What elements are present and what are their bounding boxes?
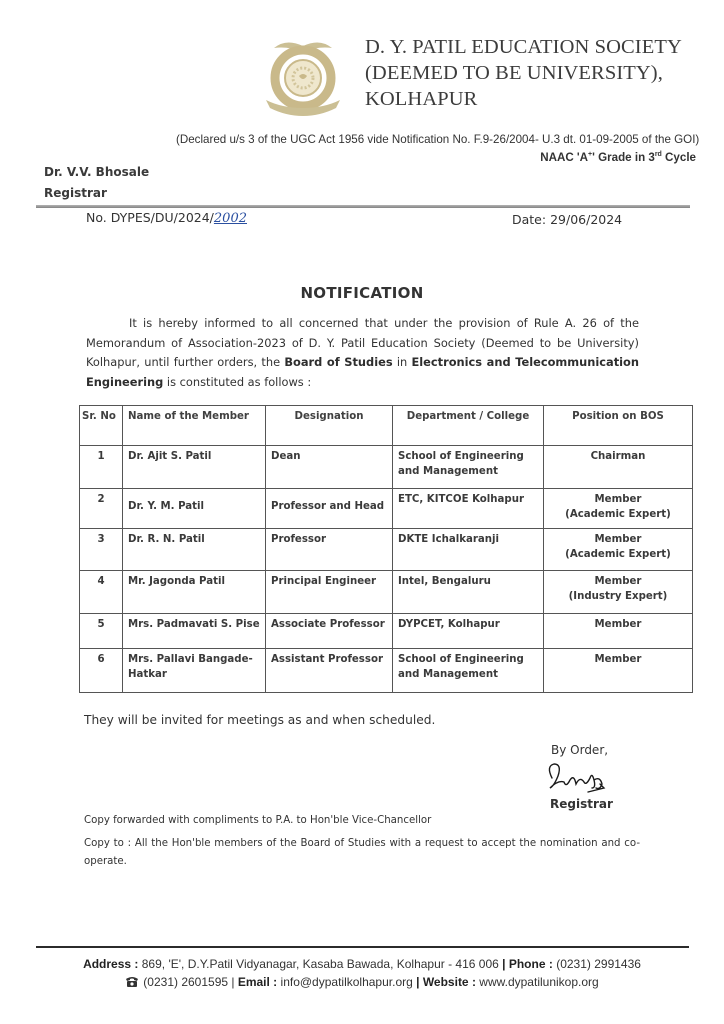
- naac-suffix: Cycle: [661, 151, 696, 164]
- cell-sr: 3: [80, 529, 123, 571]
- position-sub: (Academic Expert): [565, 549, 671, 560]
- address-value: 869, 'E', D.Y.Patil Vidyanagar, Kasaba Bawada, Kolhapur - 416 006: [138, 957, 503, 971]
- separator: |: [502, 957, 506, 971]
- cell-designation: Assistant Professor: [266, 649, 393, 693]
- header-name: Name of the Member: [123, 406, 266, 446]
- cell-name: Dr. Ajit S. Patil: [123, 446, 266, 489]
- address-label: Address :: [83, 957, 139, 971]
- cell-department: DKTE Ichalkaranji: [393, 529, 544, 571]
- sender-title: Registrar: [44, 186, 107, 200]
- cell-position: [544, 446, 693, 489]
- position-main: Chairman: [590, 451, 646, 462]
- position-main: Member: [594, 619, 642, 630]
- table-row: [80, 614, 693, 649]
- date-label: Date:: [512, 212, 547, 227]
- cell-name: Mrs. Padmavati S. Pise: [123, 614, 266, 649]
- website-label: Website :: [419, 975, 476, 989]
- notification-intro: [86, 314, 639, 392]
- header-sr-no: Sr. No: [80, 406, 123, 446]
- email-label: Email :: [234, 975, 278, 989]
- position-main: Member: [594, 494, 642, 505]
- ugc-declaration: (Declared u/s 3 of the UGC Act 1956 vide Notification No. F.9-26/2004- U.3 dt. 01-09-2005 of the GOI): [176, 133, 700, 146]
- document-date: [512, 212, 622, 227]
- intro-text-3: is constituted as follows :: [163, 374, 312, 389]
- position-sub: (Industry Expert): [568, 591, 668, 602]
- table-row: [80, 489, 693, 529]
- footer-divider: [36, 946, 689, 948]
- cell-designation: Professor: [266, 529, 393, 571]
- copy-to: Copy to : All the Hon'ble members of the Board of Studies with a request to accept the nomination and co-operate.: [84, 838, 640, 867]
- cell-name: Mrs. Pallavi Bangade-Hatkar: [123, 649, 266, 693]
- footer-address-line: [0, 957, 724, 971]
- org-line-2: (DEEMED TO BE UNIVERSITY),: [365, 62, 663, 84]
- naac-mid: ' Grade in 3: [592, 151, 655, 164]
- position-main: Member: [594, 654, 642, 665]
- cell-sr: 1: [80, 446, 123, 489]
- table-header-row: [80, 406, 693, 446]
- header-designation: Designation: [266, 406, 393, 446]
- position-main: Member: [594, 534, 642, 545]
- copy-forwarded: Copy forwarded with compliments to P.A. to Hon'ble Vice-Chancellor: [84, 815, 432, 826]
- cell-department: School of Engineering and Management: [393, 649, 544, 693]
- phone-value: (0231) 2991436: [552, 957, 641, 971]
- university-seal-icon: [262, 34, 344, 120]
- signatory-title: Registrar: [550, 797, 613, 811]
- org-line-1: D. Y. PATIL EDUCATION SOCIETY: [365, 36, 682, 58]
- board-members-table: [79, 405, 693, 693]
- by-order-label: By Order,: [551, 743, 609, 757]
- telephone-icon: [125, 976, 139, 987]
- cell-sr: 4: [80, 571, 123, 614]
- naac-grade: [540, 151, 696, 164]
- website-value[interactable]: www.dypatilunikop.org: [475, 975, 599, 989]
- cell-name: Mr. Jagonda Patil: [123, 571, 266, 614]
- cell-position: [544, 571, 693, 614]
- cell-department: Intel, Bengaluru: [393, 571, 544, 614]
- footer-contact-line: [0, 975, 724, 989]
- org-line-3: KOLHAPUR: [365, 88, 478, 110]
- cell-department: School of Engineering and Management: [393, 446, 544, 489]
- date-value: 29/06/2024: [550, 212, 623, 227]
- cell-department: ETC, KITCOE Kolhapur: [393, 489, 544, 529]
- header-department: Department / College: [393, 406, 544, 446]
- naac-sup: +: [588, 151, 593, 159]
- cell-designation: Professor and Head: [266, 489, 393, 529]
- intro-text-2: in: [392, 355, 412, 369]
- cell-department: DYPCET, Kolhapur: [393, 614, 544, 649]
- cell-name: Dr. R. N. Patil: [123, 529, 266, 571]
- reference-handwritten: 2002: [213, 211, 247, 226]
- organization-title: [365, 34, 682, 112]
- cell-designation: Dean: [266, 446, 393, 489]
- cell-name: Dr. Y. M. Patil: [123, 489, 266, 529]
- cell-position: [544, 649, 693, 693]
- table-row: [80, 571, 693, 614]
- phone-label: Phone :: [505, 957, 553, 971]
- cell-position: [544, 529, 693, 571]
- reference-prefix: No. DYPES/DU/2024/: [86, 210, 214, 225]
- header-divider: [36, 205, 690, 208]
- page-title: NOTIFICATION: [300, 284, 424, 302]
- closing-statement: They will be invited for meetings as and when scheduled.: [84, 713, 436, 727]
- naac-prefix: NAAC 'A: [540, 151, 589, 164]
- position-sub: (Academic Expert): [565, 509, 671, 520]
- table-row: [80, 446, 693, 489]
- fax-value: (0231) 2601595: [143, 975, 232, 989]
- table-row: [80, 649, 693, 693]
- intro-bold-department: Electronics and Telecommunication Engineering: [86, 355, 639, 389]
- cell-sr: 6: [80, 649, 123, 693]
- reference-number: [86, 210, 247, 226]
- cell-designation: Associate Professor: [266, 614, 393, 649]
- intro-bold-board: Board of Studies: [284, 355, 393, 369]
- email-value[interactable]: info@dypatilkolhapur.org: [277, 975, 417, 989]
- cell-position: [544, 614, 693, 649]
- cell-sr: 5: [80, 614, 123, 649]
- cell-sr: 2: [80, 489, 123, 529]
- separator: |: [416, 975, 420, 989]
- naac-sup2: rd: [654, 151, 662, 159]
- intro-text-1: It is hereby informed to all concerned that under the provision of Rule A. 26 of the Memorandum of Association-2023 of D. Y. Patil Education Society (Deemed to be University) Kolhapur, until further orders, the: [86, 316, 639, 369]
- cell-designation: Principal Engineer: [266, 571, 393, 614]
- table-row: [80, 529, 693, 571]
- sender-name: Dr. V.V. Bhosale: [44, 165, 150, 179]
- separator: |: [231, 975, 235, 989]
- signature-icon: [544, 758, 608, 798]
- position-main: Member: [594, 576, 642, 587]
- header-position: Position on BOS: [544, 406, 693, 446]
- cell-position: [544, 489, 693, 529]
